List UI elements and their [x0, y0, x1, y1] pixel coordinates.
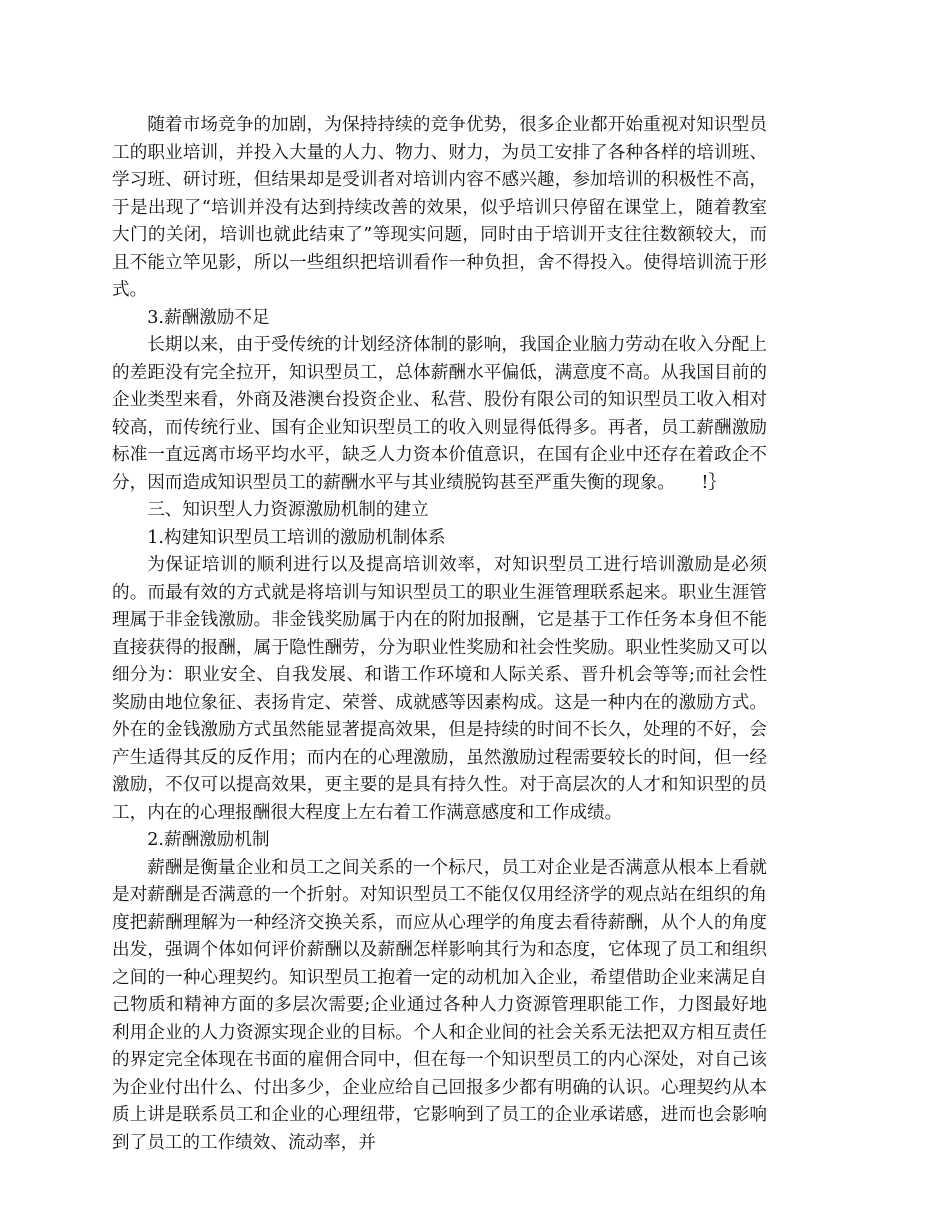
heading-section-three: 三、知识型人力资源激励机制的建立: [147, 500, 429, 520]
paragraph-salary-gap: 长期以来，由于受传统的计划经济体制的影响，我国企业脑力劳动在收入分配上的差距没有完全拉开，知识型员工，总体薪酬水平偏低，满意度不高。从我国目前的企业类型来看，外商及港澳台投资企业、私营、股份有限公司的知识型员工收入相对较高，而传统行业、国有企业知识型员工的收入则显得低得多。再者，员工薪酬激励标准一直远离市场平均水平，缺乏人力资本价值意识，在国有企业中还存在着政企不分，因而造成知识型员工的薪酬水平与其业绩脱钩甚至严重失衡的现象。 !｝: [112, 335, 767, 493]
heading-salary-incentive-mechanism: 2.薪酬激励机制: [147, 830, 270, 850]
document-page: [112, 112, 767, 1157]
heading-salary-incentive-insufficient: 3.薪酬激励不足: [147, 307, 270, 328]
paragraph-psychological-contract: 薪酬是衡量企业和员工之间关系的一个标尺，员工对企业是否满意从根本上看就是对薪酬是否满意的一个折射。对知识型员工不能仅仅用经济学的观点站在组织的角度把薪酬理解为一种经济交换关系，而应从心理学的角度去看待薪酬，从个人的角度出发，强调个体如何评价薪酬以及薪酬怎样影响其行为和态度，它体现了员工和组织之间的一种心理契约。知识型员工抱着一定的动机加入企业，希望借助企业来满足自己物质和精神方面的多层次需要;企业通过各种人力资源管理职能工作，力图最好地利用企业的人力资源实现企业的目标。个人和企业间的社会关系无法把双方相互责任的界定完全体现在书面的雇佣合同中，但在每一个知识型员工的内心深处，对自己该为企业付出什么、付出多少，企业应给自己回报多少都有明确的认识。心理契约从本质上讲是联系员工和企业的心理纽带，它影响到了员工的企业承诺感，进而也会影响到了员工的工作绩效、流动率，并: [112, 857, 767, 1153]
paragraph-training-problems: 随着市场竞争的加剧，为保持持续的竞争优势，很多企业都开始重视对知识型员工的职业培训，并投入大量的人力、物力、财力，为员工安排了各种各样的培训班、学习班、研讨班，但结果却是受训者对培训内容不感兴趣，参加培训的积极性不高，于是出现了“培训并没有达到持续改善的效果，似乎培训只停留在课堂上，随着教室大门的关闭，培训也就此结束了”等现实问题，同时由于培训开支往往数额较大，而且不能立竿见影，所以一些组织把培训看作一种负担，舍不得投入。使得培训流于形式。: [112, 115, 767, 300]
paragraph-career-management: 为保证培训的顺利进行以及提高培训效率，对知识型员工进行培训激励是必须的。而最有效的方式就是将培训与知识型员工的职业生涯管理联系起来。职业生涯管理属于非金钱激励。非金钱奖励属于内在的附加报酬，它是基于工作任务本身但不能直接获得的报酬，属于隐性酬劳，分为职业性奖励和社会性奖励。职业性奖励又可以细分为：职业安全、自我发展、和谐工作环境和人际关系、晋升机会等等;而社会性奖励由地位象征、表扬肯定、荣誉、成就感等因素构成。这是一种内在的激励方式。外在的金钱激励方式虽然能显著提高效果，但是持续的时间不长久，处理的不好，会产生适得其反的反作用；而内在的心理激励，虽然激励过程需要较长的时间，但一经激励，不仅可以提高效果，更主要的是具有持久性。对于高层次的人才和知识型的员工，内在的心理报酬很大程度上左右着工作满意感度和工作成绩。: [112, 555, 767, 823]
heading-training-incentive-system: 1.构建知识型员工培训的激励机制体系: [147, 527, 446, 548]
